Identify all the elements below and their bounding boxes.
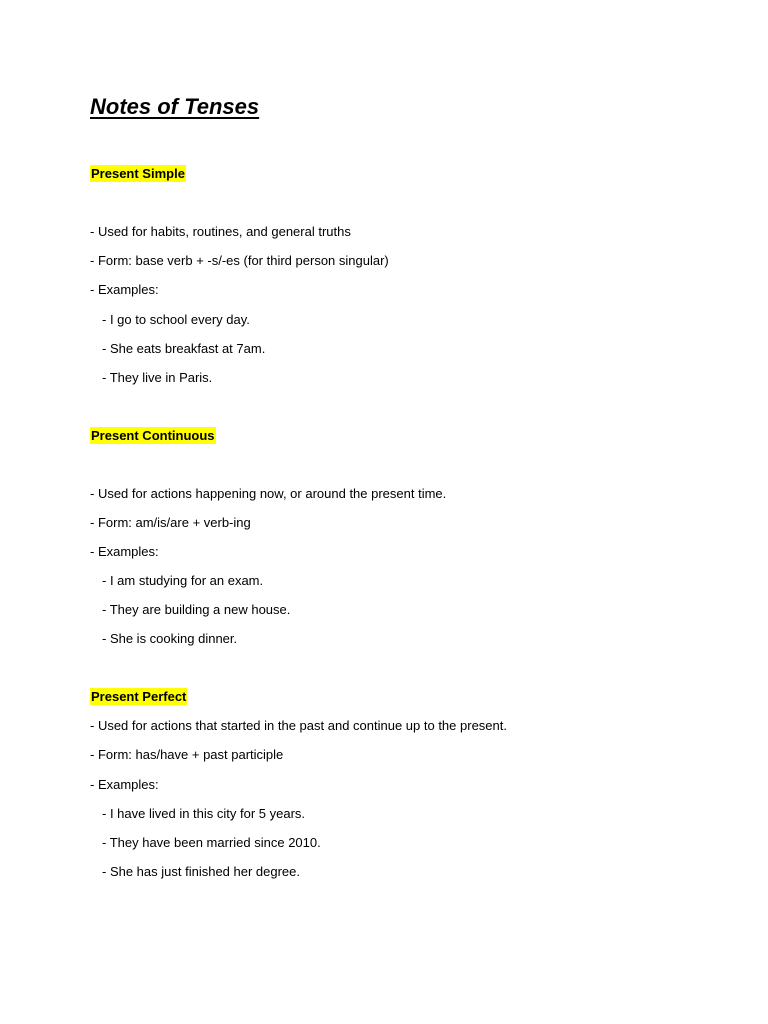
- usage-line: - Used for habits, routines, and general truths: [90, 224, 351, 239]
- usage-line: - Used for actions that started in the past and continue up to the present.: [90, 718, 507, 733]
- form-line: - Form: am/is/are + verb-ing: [90, 515, 251, 530]
- example-item: - They live in Paris.: [102, 370, 213, 385]
- form-line: - Form: has/have + past participle: [90, 747, 284, 762]
- usage-line: - Used for actions happening now, or around the present time.: [90, 486, 447, 501]
- examples-label: - Examples:: [90, 544, 159, 559]
- section-heading-highlight: Present Perfect: [91, 689, 187, 704]
- section-heading-present-simple: [90, 165, 186, 182]
- example-item: - I am studying for an exam.: [102, 573, 264, 588]
- section-heading-present-continuous: [90, 427, 216, 444]
- section-heading-highlight: Present Simple: [91, 166, 185, 181]
- document-title: Notes of Tenses: [90, 94, 260, 119]
- examples-label: - Examples:: [90, 777, 159, 792]
- section-heading-present-perfect: [90, 688, 187, 705]
- example-item: - I have lived in this city for 5 years.: [102, 806, 306, 821]
- example-item: - She has just finished her degree.: [102, 864, 301, 879]
- example-item: - I go to school every day.: [102, 312, 250, 327]
- example-item: - She eats breakfast at 7am.: [102, 341, 266, 356]
- form-line: - Form: base verb + -s/-es (for third person singular): [90, 253, 389, 268]
- example-item: - They have been married since 2010.: [102, 835, 321, 850]
- section-heading-highlight: Present Continuous: [91, 428, 215, 443]
- examples-label: - Examples:: [90, 282, 159, 297]
- example-item: - They are building a new house.: [102, 602, 291, 617]
- example-item: - She is cooking dinner.: [102, 631, 238, 646]
